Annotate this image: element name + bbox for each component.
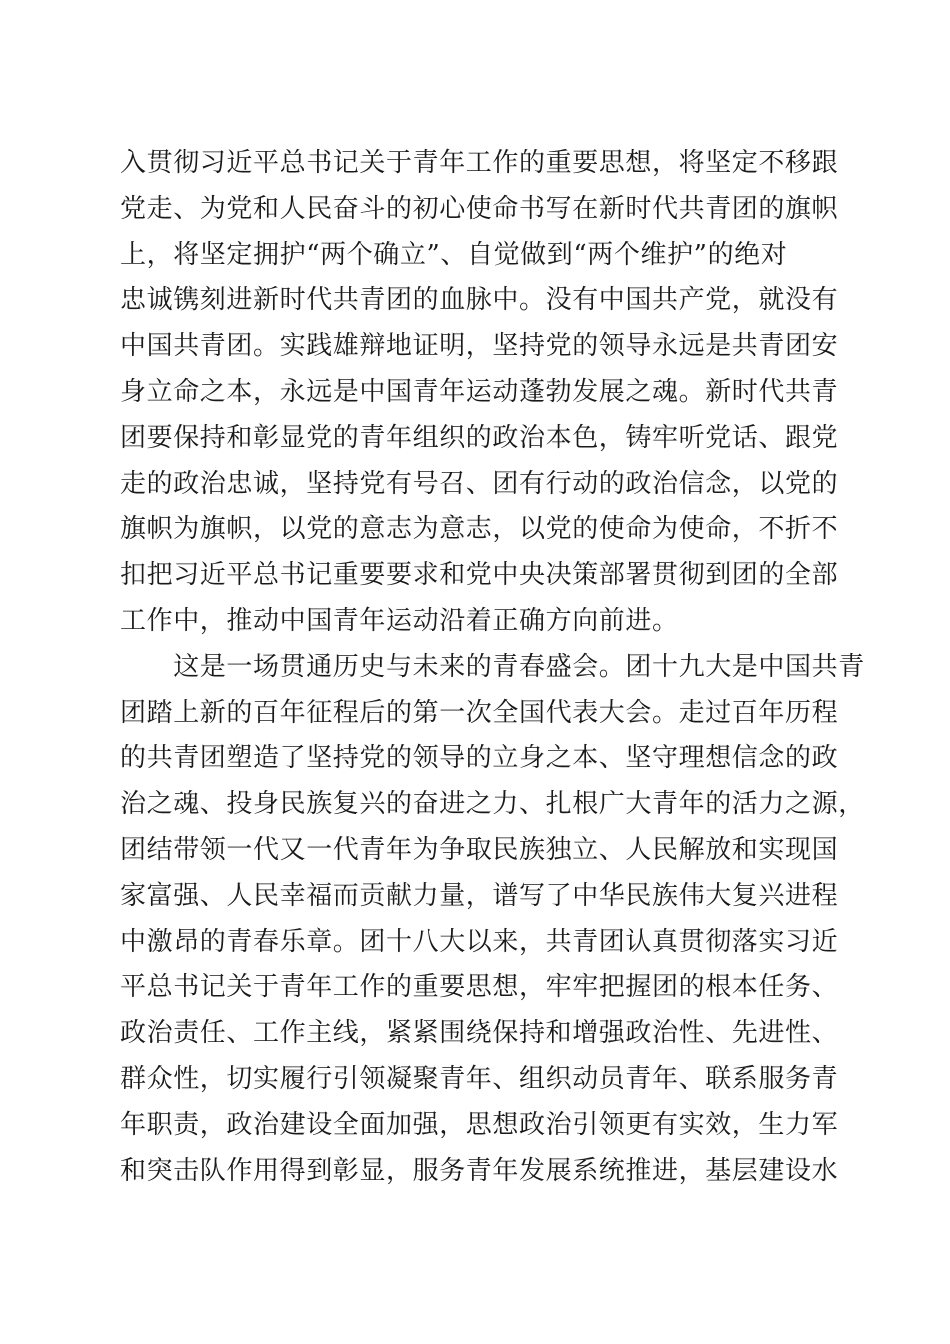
text-line: 中国共青团。实践雄辩地证明，坚持党的领导永远是共青团安 [120,331,839,362]
text-line: 这是一场贯通历史与未来的青春盛会。团十九大是中国共青 [120,651,865,682]
text-line: 年职责，政治建设全面加强，思想政治引领更有实效，生力军 [120,1109,839,1140]
text-line: 扣把习近平总书记重要要求和党中央决策部署贯彻到团的全部 [120,560,839,591]
text-line: 政治责任、工作主线，紧紧围绕保持和增强政治性、先进性、 [120,1018,839,1049]
body-text [120,141,865,1194]
text-line: 平总书记关于青年工作的重要思想，牢牢把握团的根本任务、 [120,972,839,1003]
text-line: 群众性，切实履行引领凝聚青年、组织动员青年、联系服务青 [120,1063,839,1094]
text-line: 走的政治忠诚，坚持党有号召、团有行动的政治信念，以党的 [120,468,839,499]
text-line: 和突击队作用得到彰显，服务青年发展系统推进，基层建设水 [120,1155,839,1186]
text-line: 团结带领一代又一代青年为争取民族独立、人民解放和实现国 [120,834,839,865]
text-line: 家富强、人民幸福而贡献力量，谱写了中华民族伟大复兴进程 [120,880,839,911]
text-line: 团踏上新的百年征程后的第一次全国代表大会。走过百年历程 [120,697,839,728]
text-line: 团要保持和彰显党的青年组织的政治本色，铸牢听党话、跟党 [120,422,839,453]
text-line: 的共青团塑造了坚持党的领导的立身之本、坚守理想信念的政 [120,743,839,774]
text-line: 身立命之本，永远是中国青年运动蓬勃发展之魂。新时代共青 [120,376,839,407]
text-line: 入贯彻习近平总书记关于青年工作的重要思想，将坚定不移跟 [120,148,839,178]
text-line: 中激昂的青春乐章。团十八大以来，共青团认真贯彻落实习近 [120,926,839,957]
text-line: 工作中，推动中国青年运动沿着正确方向前进。 [120,605,679,636]
text-line: 党走、为党和人民奋斗的初心使命书写在新时代共青团的旗帜 [120,193,839,224]
text-line: 旗帜为旗帜，以党的意志为意志，以党的使命为使命，不折不 [120,514,839,545]
text-line: 治之魂、投身民族复兴的奋进之力、扎根广大青年的活力之源， [120,789,865,820]
text-line: 忠诚镌刻进新时代共青团的血脉中。没有中国共产党，就没有 [120,285,839,316]
text-line: 上，将坚定拥护“两个确立”、自觉做到“两个维护”的绝对 [120,239,788,270]
